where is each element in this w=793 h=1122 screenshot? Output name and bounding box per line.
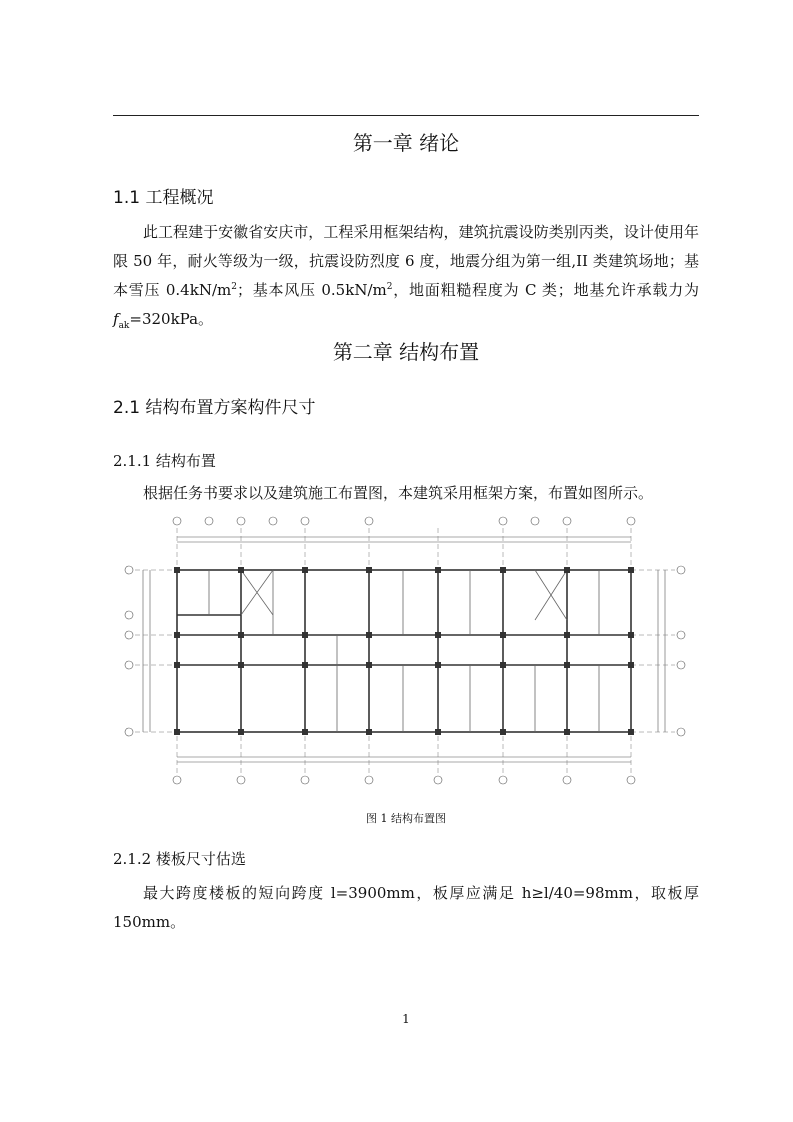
paragraph-layout: 根据任务书要求以及建筑施工布置图，本建筑采用框架方案，布置如图所示。 (143, 484, 654, 502)
page-number: 1 (402, 1012, 410, 1026)
section-2-1-title: 2.1 结构布置方案构件尺寸 (113, 398, 316, 418)
paragraph-project-overview: 此工程建于安徽省安庆市，工程采用框架结构，建筑抗震设防类别丙类，设计使用年限 50 年，耐火等级为一级，抗震设防烈度 6 度，地震分组为第一组,II 类建筑场地；基本雪压 $0.4kN/m^2$；基本风压 $0.5kN/m^2$，地面粗糙程度为 C 类；地基允许承载力为 $f_{ak}=320kPa$。 (113, 223, 699, 331)
section-1-1-title: 1.1 工程概况 (113, 188, 214, 208)
header-rule (113, 115, 699, 116)
paragraph-slab-thickness: 最大跨度楼板的短向跨度 l=3900mm，板厚应满足 h≥l/40=98mm，取板厚 150mm。 (113, 884, 699, 931)
structural-layout-plan (113, 510, 699, 790)
chapter-1-title: 第一章 绪论 (352, 131, 460, 155)
subsection-2-1-2-title: 2.1.2 楼板尺寸估选 (113, 850, 246, 868)
chapter-2-title: 第二章 结构布置 (332, 340, 480, 364)
subsection-2-1-1-title: 2.1.1 结构布置 (113, 452, 216, 470)
figure-caption: 图 1 结构布置图 (366, 812, 446, 825)
